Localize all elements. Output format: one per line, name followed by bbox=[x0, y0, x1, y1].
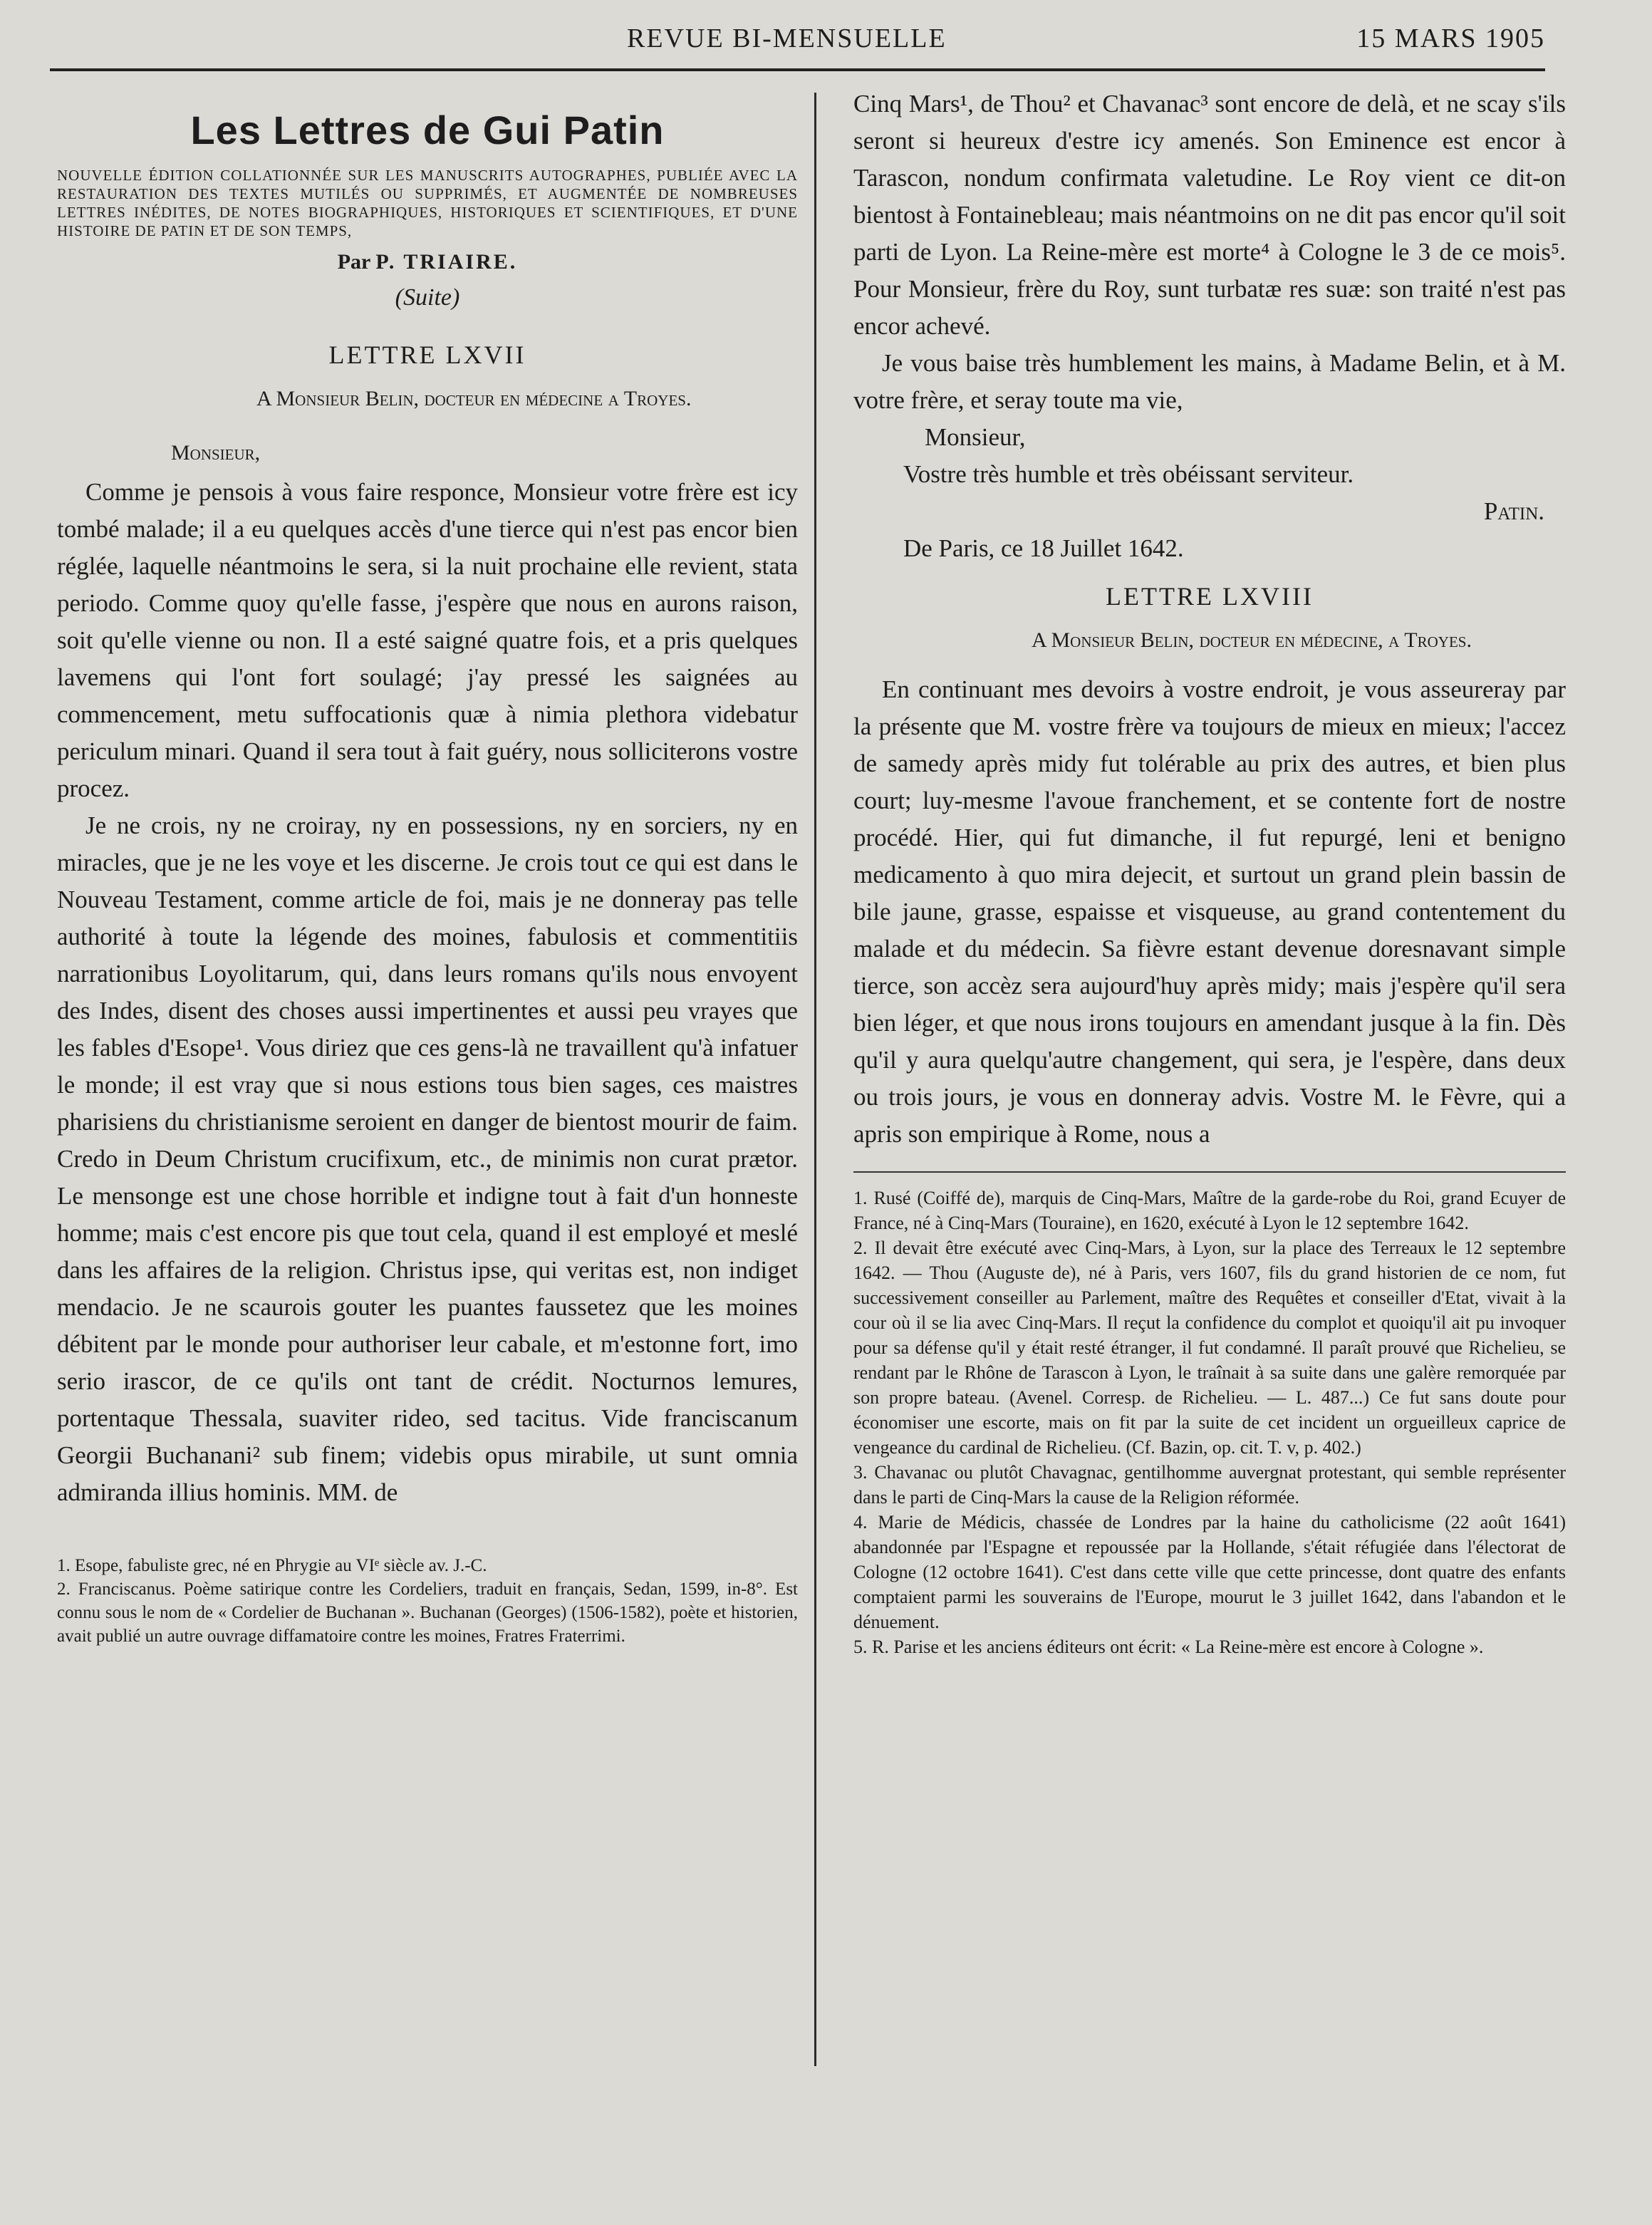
letter-68-addressee: A Monsieur Belin, docteur en médecine, a Troyes. bbox=[1032, 628, 1472, 652]
footnote-rule bbox=[853, 1171, 1566, 1173]
letter-68-paragraph: En continuant mes devoirs à vostre endroit, je vous asseureray par la présente que M. vostre frère va toujours de mieux en mieux; l'accez de samedy après midy fut tolérable au prix des autres, et bien plus court; luy-mesme l'avoue franchement, et se contente fort de nostre procédé. Hier, qui fut dimanche, il fut repurgé, leni et benigno medicamento à quo mira dejecit, et surtout un grand plein bassin de bile jaune, grasse, espaisse et visqueuse, au grand contentement du malade et du médecin. Sa fièvre estant devenue doresnavant simple tierce, son accèz sera aujourd'huy après midy; mais j'espère qu'il sera bien léger, et que nous irons toujours en amendant jusque à la fin. Dès qu'il y aura quelqu'autre changement, qui sera, je l'espère, dans deux ou trois jours, je vous en donneray advis. Vostre M. le Fèvre, qui a apris son empirique à Rome, nous a bbox=[853, 675, 1566, 1148]
letter-67-paragraph-2: Je ne crois, ny ne croiray, ny en possessions, ny en sorciers, ny en miracles, que je ne les voye et les discerne. Je crois tout ce qui est dans le Nouveau Testament, comme article de foi, mais je ne donneray pas telle authorité à toute la légende des moines, fabulosis et commentitiis narrationibus Loyolitarum, qui, dans leurs romans qu'ils nous envoyent des Indes, disent des choses aussi impertinentes et aussi peu vrayes que les fables d'Esope¹. Vous diriez que ces gens-là ne travaillent qu'à infatuer le monde; il est vray que si nous estions tous bien sages, ces maistres pharisiens du christianisme seroient en danger de bientost mourir de faim. Credo in Deum Christum crucifixum, etc., de minimis non curat prætor. Le mensonge est une chose horrible et indigne tout à fait d'un honneste homme; mais c'est encore pis que tout cela, quand il est employé et meslé dans les affaires de la religion. Christus ipse, qui veritas est, non indiget mendacio. Je ne scaurois gouter les puantes faussetez que les moines débitent par le monde pour authoriser leur cabale, et m'estonne fort, imo serio irascor, de ce qu'ils ont tant de crédit. Nocturnos lemures, portentaque Thessala, suaviter rideo, sed tacitus. Vide franciscanum Georgii Buchanani² sub finem; videbis opus mirabile, ut sunt omnia admiranda illius hominis. MM. de bbox=[57, 811, 798, 1506]
letter-68-title: LETTRE LXVIII bbox=[1106, 582, 1314, 611]
footnote-right-5: 5. R. Parise et les anciens éditeurs ont écrit: « La Reine-mère est encore à Cologne ». bbox=[853, 1637, 1484, 1657]
footnote-right-3: 3. Chavanac ou plutôt Chavagnac, gentilhomme auvergnat protestant, qui semble représenter dans le parti de Cinq-Mars la cause de la Religion réformée. bbox=[853, 1462, 1566, 1508]
letter-67-closing-salutation: Monsieur, bbox=[925, 423, 1026, 451]
letter-67-greeting: Je vous baise très humblement les mains, à Madame Belin, et à M. votre frère, et seray toute ma vie, bbox=[853, 349, 1566, 414]
header-rule bbox=[50, 68, 1545, 71]
byline-prefix: Par bbox=[337, 250, 370, 274]
issue-date: 15 MARS 1905 bbox=[1356, 24, 1545, 53]
journal-title: REVUE BI-MENSUELLE bbox=[627, 24, 947, 53]
running-head bbox=[57, 19, 1545, 61]
left-footnotes bbox=[57, 1554, 798, 1648]
footnote-right-1: 1. Rusé (Coiffé de), marquis de Cinq-Mars, Maître de la garde-robe du Roi, grand Ecuyer de France, né à Cinq-Mars (Touraine), en 1620, exécuté à Lyon le 12 septembre 1642. bbox=[853, 1188, 1566, 1233]
series-title: Les Lettres de Gui Patin bbox=[190, 108, 665, 152]
footnote-left-2: 2. Franciscanus. Poème satirique contre les Cordeliers, traduit en français, Sedan, 1599, in-8°. Est connu sous le nom de « Cordelier de Buchanan ». Buchanan (Georges) (1506-1582), poète et historien, avait publié un autre ouvrage diffamatoire contre les moines, Fratres Fraterrimi. bbox=[57, 1580, 798, 1646]
footnote-left-1: 1. Esope, fabuliste grec, né en Phrygie au VIᵉ siècle av. J.-C. bbox=[57, 1556, 487, 1575]
footnote-right-2: 2. Il devait être exécuté avec Cinq-Mars, à Lyon, sur la place des Terreaux le 12 septembre 1642. — Thou (Auguste de), né à Paris, vers 1607, fils du grand historien de ce nom, fut successivement conseiller au Parlement, maître des Requêtes et conseiller d'Etat, vivait à la cour où il se lia avec Cinq-Mars. Il reçut la confidence du complot et quoiqu'il ait pu invoquer pour sa défense qu'il y était resté étranger, il fut condamné. Il paraît prouvé que Richelieu, se rendant par le Rhône de Tarascon à Lyon, le traînait à sa suite dans une galère remorquée par son propre bateau. (Avenel. Corresp. de Richelieu. — L. 487...) Ce fut sans doute pour économiser une escorte, mais on fit par la suite de cet incident un orgueilleux caprice de vengeance du cardinal de Richelieu. (Cf. Bazin, op. cit. T. v, p. 402.) bbox=[853, 1238, 1566, 1458]
letter-67-continuation: Cinq Mars¹, de Thou² et Chavanac³ sont encore de delà, et ne scay s'ils seront si heureux d'estre icy amenés. Son Eminence est encor à Tarascon, nondum confirmata valetudine. Le Roy vient ce dit-on bientost à Fontainebleau; mais néantmoins on ne dit pas encor qu'il soit parti de Lyon. La Reine-mère est morte⁴ à Cologne le 3 de ce mois⁵. Pour Monsieur, frère du Roy, sunt turbatæ res suæ: son traité n'est pas encor achevé. bbox=[853, 90, 1566, 340]
column-divider bbox=[814, 93, 816, 2066]
right-footnotes bbox=[853, 1186, 1566, 1659]
letter-67-signature: Patin. bbox=[1483, 497, 1544, 525]
footnote-right-4: 4. Marie de Médicis, chassée de Londres par la haine du catholicisme (22 août 1641) abandonnée par l'Espagne et repoussée par la Hollande, s'était réfugiée dans l'électorat de Cologne (12 octobre 1641). C'est dans cette ville que cette princesse, dont quatre des enfants comptaient parmi les souverains de l'Europe, mourut le 3 juillet 1642, dans l'abandon et le dénuement. bbox=[853, 1512, 1566, 1632]
series-subtitle: NOUVELLE ÉDITION COLLATIONNÉE SUR LES MANUSCRITS AUTOGRAPHES, PUBLIÉE AVEC LA RESTAURATION DES TEXTES MUTILÉS OU SUPPRIMÉS, ET AUGMENTÉE DE NOMBREUSES LETTRES INÉDITES, DE NOTES BIOGRAPHIQUES, HISTORIQUES ET SCIENTIFIQUES, ET D'UNE HISTOIRE DE PATIN ET DE SON TEMPS, bbox=[57, 167, 798, 239]
letter-67-title: LETTRE LXVII bbox=[328, 341, 526, 369]
continued-label: (Suite) bbox=[395, 284, 460, 311]
byline bbox=[57, 250, 798, 274]
letter-67-dateline: De Paris, ce 18 Juillet 1642. bbox=[903, 534, 1184, 562]
letter-67-salutation: Monsieur, bbox=[171, 441, 261, 465]
letter-67-paragraph-1: Comme je pensois à vous faire responce, Monsieur votre frère est icy tombé malade; il a eu quelques accès d'une tierce qui n'est pas encor bien réglée, laquelle néantmoins le sera, si la nuit prochaine elle revient, stata periodo. Comme quoy qu'elle fasse, j'espère que nous en aurons raison, soit qu'elle vienne ou non. Il a esté saigné quatre fois, et a pris quelques lavemens qui l'ont fort soulagé; j'ay pressé les saignées au commencement, metu suffocationis quæ à nimia plethora videbatur periculum minari. Quand il sera tout à fait guéry, nous solliciterons vostre procez. bbox=[57, 478, 798, 802]
author-name: P. TRIAIRE. bbox=[375, 250, 518, 274]
right-column bbox=[853, 85, 1566, 1659]
letter-67-closing-formula: Vostre très humble et très obéissant serviteur. bbox=[903, 460, 1354, 488]
left-column bbox=[57, 85, 798, 1648]
letter-67-addressee: A Monsieur Belin, docteur en médecine a Troyes. bbox=[256, 387, 692, 410]
